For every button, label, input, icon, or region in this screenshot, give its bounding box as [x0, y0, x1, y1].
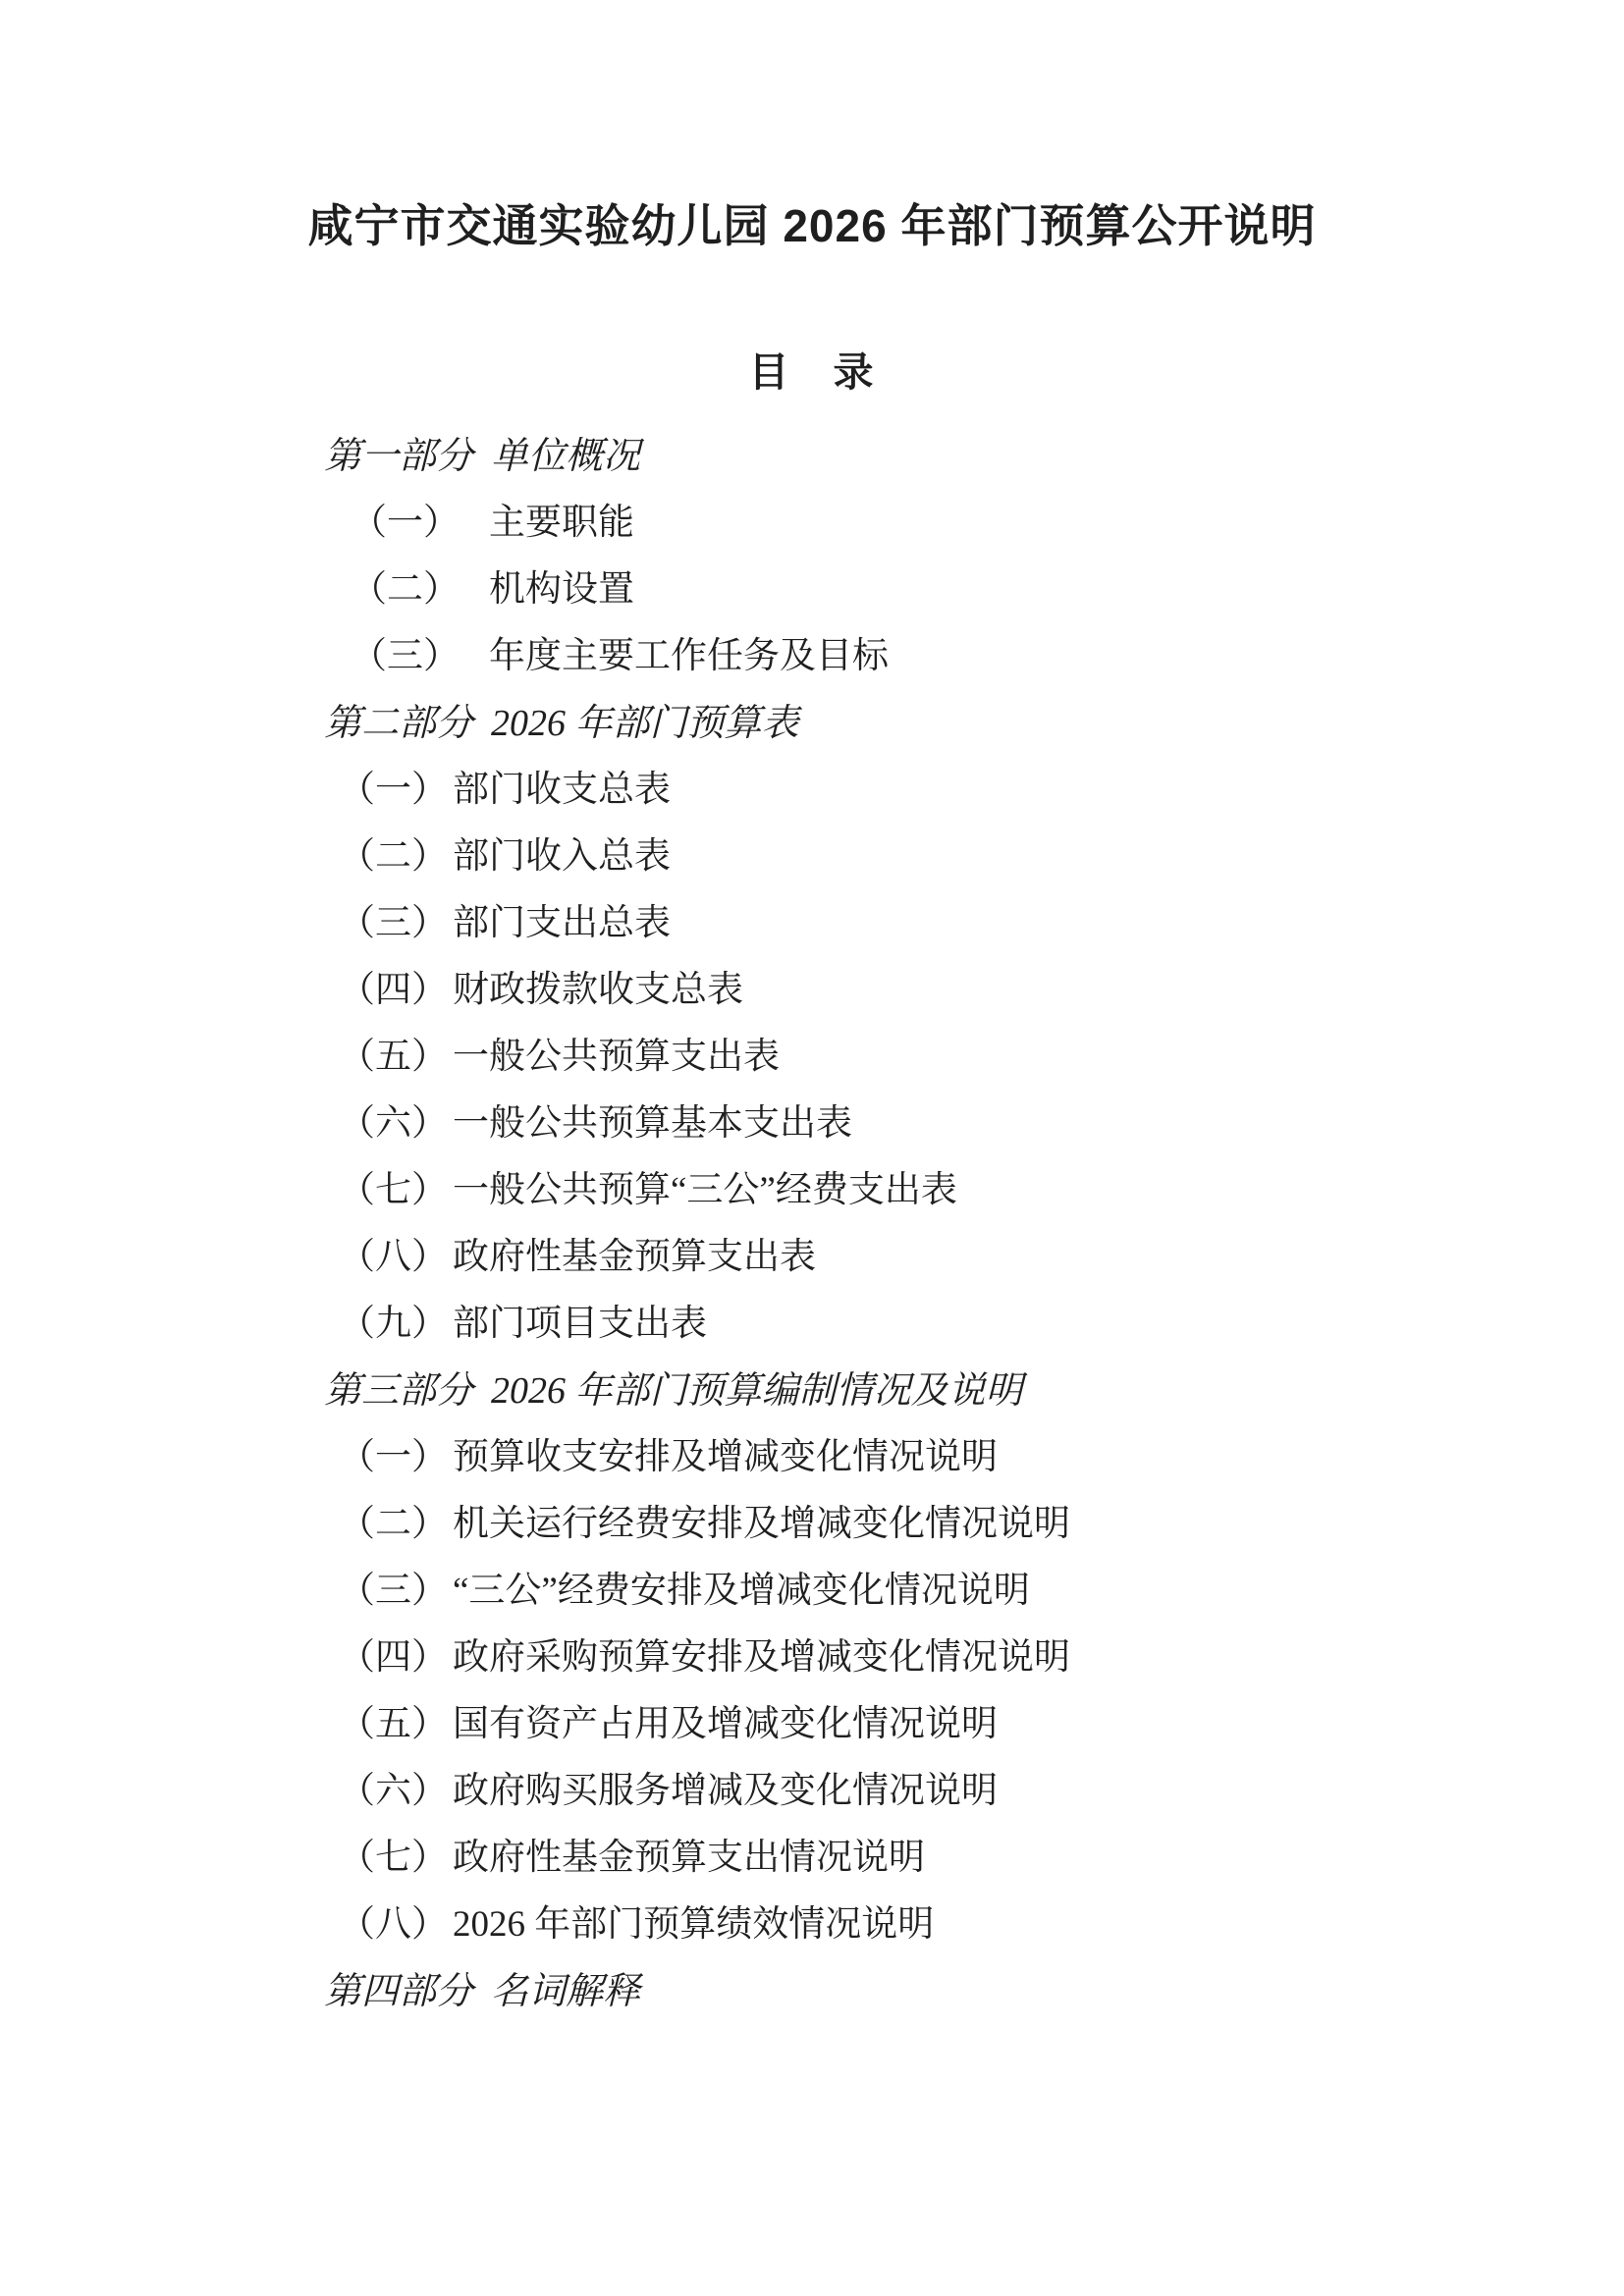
toc-item-title: 国有资产占用及增减变化情况说明 — [453, 1704, 998, 1744]
toc-item-title: 主要职能 — [489, 503, 634, 543]
toc-item-title: 部门收入总表 — [453, 836, 671, 877]
toc-item-number: （四） — [339, 1637, 448, 1678]
toc-item — [0, 1419, 1624, 1486]
document-title: 咸宁市交通实验幼儿园 2026 年部门预算公开说明 — [307, 200, 1317, 251]
toc-item — [0, 552, 1624, 618]
toc-item-number: （二） — [339, 836, 448, 877]
toc-part-title: 2026 年部门预算编制情况及说明 — [491, 1369, 1023, 1412]
toc-part-title: 2026 年部门预算表 — [491, 702, 799, 744]
toc-item-title: 政府性基金预算支出表 — [453, 1237, 816, 1277]
toc-item — [0, 1086, 1624, 1152]
toc-item — [0, 1219, 1624, 1286]
toc-item-number: （八） — [339, 1904, 448, 1945]
toc-item-number: （二） — [339, 1504, 448, 1544]
toc-item-number: （七） — [339, 1838, 448, 1878]
toc-item — [0, 485, 1624, 552]
toc-item-title: 机关运行经费安排及增减变化情况说明 — [453, 1504, 1070, 1544]
toc-part-number: 第三部分 — [324, 1369, 474, 1412]
toc-item-title: 政府购买服务增减及变化情况说明 — [453, 1771, 998, 1811]
toc-item-number: （五） — [339, 1704, 448, 1744]
toc-item — [0, 1553, 1624, 1620]
toc-item — [0, 1620, 1624, 1686]
toc-item-title: 部门支出总表 — [453, 903, 671, 943]
toc-item-title: 一般公共预算支出表 — [453, 1037, 780, 1077]
toc-item-title: 机构设置 — [489, 569, 634, 610]
toc-item-title: 预算收支安排及增减变化情况说明 — [453, 1437, 998, 1477]
toc-item-number: （八） — [339, 1237, 448, 1277]
toc-item — [0, 952, 1624, 1019]
table-of-contents — [0, 418, 1624, 2020]
toc-part-title: 单位概况 — [491, 435, 641, 477]
toc-item-number: （三） — [351, 636, 460, 676]
toc-item — [0, 1753, 1624, 1820]
toc-item-title: 政府采购预算安排及增减变化情况说明 — [453, 1637, 1070, 1678]
toc-item — [0, 1286, 1624, 1353]
toc-part-header — [0, 1353, 1624, 1419]
toc-item-number: （六） — [339, 1771, 448, 1811]
toc-part-number: 第二部分 — [324, 702, 474, 744]
toc-item-title: 部门项目支出表 — [453, 1304, 707, 1344]
toc-item-number: （五） — [339, 1037, 448, 1077]
toc-item — [0, 618, 1624, 685]
toc-part-number: 第四部分 — [324, 1970, 474, 2012]
toc-item-title: 政府性基金预算支出情况说明 — [453, 1838, 925, 1878]
toc-item — [0, 1820, 1624, 1887]
toc-item-title: 年度主要工作任务及目标 — [489, 636, 889, 676]
toc-item — [0, 1887, 1624, 1953]
toc-item-number: （三） — [339, 903, 448, 943]
toc-item-number: （四） — [339, 970, 448, 1010]
toc-item-number: （七） — [339, 1170, 448, 1210]
toc-item-title: 一般公共预算“三公”经费支出表 — [453, 1170, 957, 1210]
toc-part-title: 名词解释 — [491, 1970, 641, 2012]
toc-item-title: 一般公共预算基本支出表 — [453, 1103, 852, 1144]
toc-item-title: “三公”经费安排及增减变化情况说明 — [453, 1571, 1030, 1611]
toc-item-title: 财政拨款收支总表 — [453, 970, 743, 1010]
toc-item — [0, 1152, 1624, 1219]
toc-item-number: （三） — [339, 1571, 448, 1611]
toc-item-number: （六） — [339, 1103, 448, 1144]
toc-item — [0, 752, 1624, 819]
toc-item — [0, 1486, 1624, 1553]
toc-item-title: 2026 年部门预算绩效情况说明 — [453, 1904, 935, 1945]
toc-part-header — [0, 1953, 1624, 2020]
toc-item-number: （一） — [339, 770, 448, 810]
toc-item-number: （一） — [351, 503, 460, 543]
toc-part-number: 第一部分 — [324, 435, 474, 477]
toc-part-header — [0, 418, 1624, 485]
toc-item — [0, 819, 1624, 885]
toc-item-number: （九） — [339, 1304, 448, 1344]
toc-part-header — [0, 685, 1624, 752]
toc-item — [0, 885, 1624, 952]
toc-heading: 目 录 — [748, 349, 876, 395]
toc-item-number: （二） — [351, 569, 460, 610]
toc-item-title: 部门收支总表 — [453, 770, 671, 810]
toc-item — [0, 1686, 1624, 1753]
toc-item — [0, 1019, 1624, 1086]
toc-item-number: （一） — [339, 1437, 448, 1477]
